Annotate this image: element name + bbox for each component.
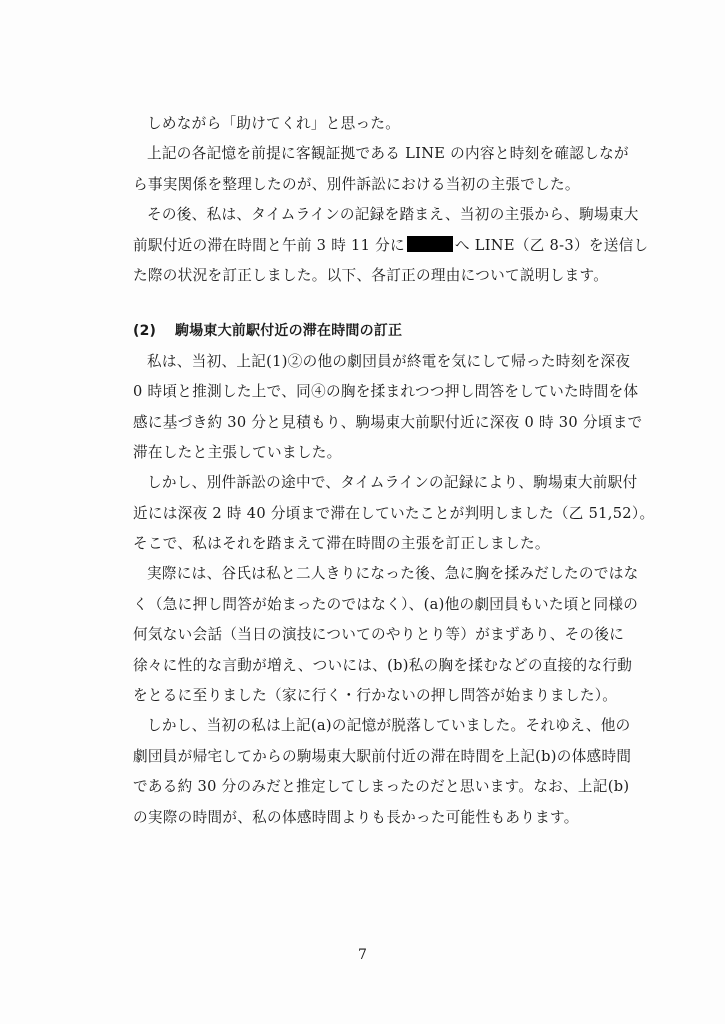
- para5-line2: 近には深夜 2 時 40 分頃まで滞在していたことが判明しました（乙 51,52）。: [133, 504, 655, 522]
- para5-line1: しかし、別件訴訟の途中で、タイムラインの記録により、駒場東大前駅付: [147, 474, 638, 492]
- para2-line2: ら事実関係を整理したのが、別件訴訟における当初の主張でした。: [133, 175, 580, 193]
- para6-line3: 何気ない会話（当日の演技についてのやりとり等）がまずあり、その後に: [133, 626, 625, 644]
- section-gap: [133, 291, 613, 316]
- para4-line3: 感に基づき約 30 分と見積もり、駒場東大前駅付近に深夜 0 時 30 分頃まで: [133, 413, 643, 431]
- section-heading: [133, 316, 613, 346]
- para6-line4: 徐々に性的な言動が増え、ついには、(b)私の胸を揉むなどの直接的な行動: [133, 656, 633, 674]
- para7-line4: の実際の時間が、私の体感時間よりも長かった可能性もあります。: [133, 808, 579, 826]
- para7-line3: である約 30 分のみだと推定してしまったのだと思います。なお、上記(b): [133, 778, 630, 796]
- para3-line2-a: 前駅付近の滞在時間と午前 3 時 11 分に: [133, 236, 405, 254]
- para7-line2: 劇団員が帰宅してからの駒場東大駅前付近の滞在時間を上記(b)の体感時間: [133, 747, 632, 765]
- para3-line2: [133, 231, 649, 261]
- para7-line1: しかし、当初の私は上記(a)の記憶が脱落していました。それゆえ、他の: [147, 717, 631, 735]
- para1-line1: しめながら「助けてくれ」と思った。: [147, 115, 401, 132]
- para3-line3: た際の状況を訂正しました。以下、各訂正の理由について説明します。: [133, 266, 609, 284]
- para6-line5: をとるに至りました（家に行く・行かないの押し問答が始まりました）。: [133, 687, 618, 705]
- section-title: 駒場東大前駅付近の滞在時間の訂正: [175, 323, 403, 340]
- para2-line1: 上記の各記憶を前提に客観証拠である LINE の内容と時刻を確認しなが: [147, 145, 629, 163]
- section-number: (2): [133, 323, 157, 340]
- para4-line1: 私は、当初、上記(1)②の他の劇団員が終電を気にして帰った時刻を深夜: [147, 352, 631, 370]
- redaction-block: [407, 236, 453, 252]
- para6-line1: 実際には、谷氏は私と二人きりになった後、急に胸を揉みだしたのではな: [147, 565, 639, 583]
- para5-line3: そこで、私はそれを踏まえて滞在時間の主張を訂正しました。: [133, 535, 550, 553]
- para3-line1: その後、私は、タイムラインの記録を踏まえ、当初の主張から、駒場東大: [147, 206, 639, 224]
- para6-line2: く（急に押し問答が始まったのではなく）、(a)他の劇団員もいた頃と同様の: [133, 595, 639, 613]
- page-number: 7: [358, 947, 367, 963]
- para3-line2-b: へ LINE（乙 8-3）を送信し: [454, 236, 649, 254]
- para4-line2: 0 時頃と推測した上で、同④の胸を揉まれつつ押し問答をしていた時間を体: [133, 383, 639, 401]
- body-text: [133, 109, 655, 833]
- para4-line4: 滞在したと主張していました。: [133, 443, 342, 461]
